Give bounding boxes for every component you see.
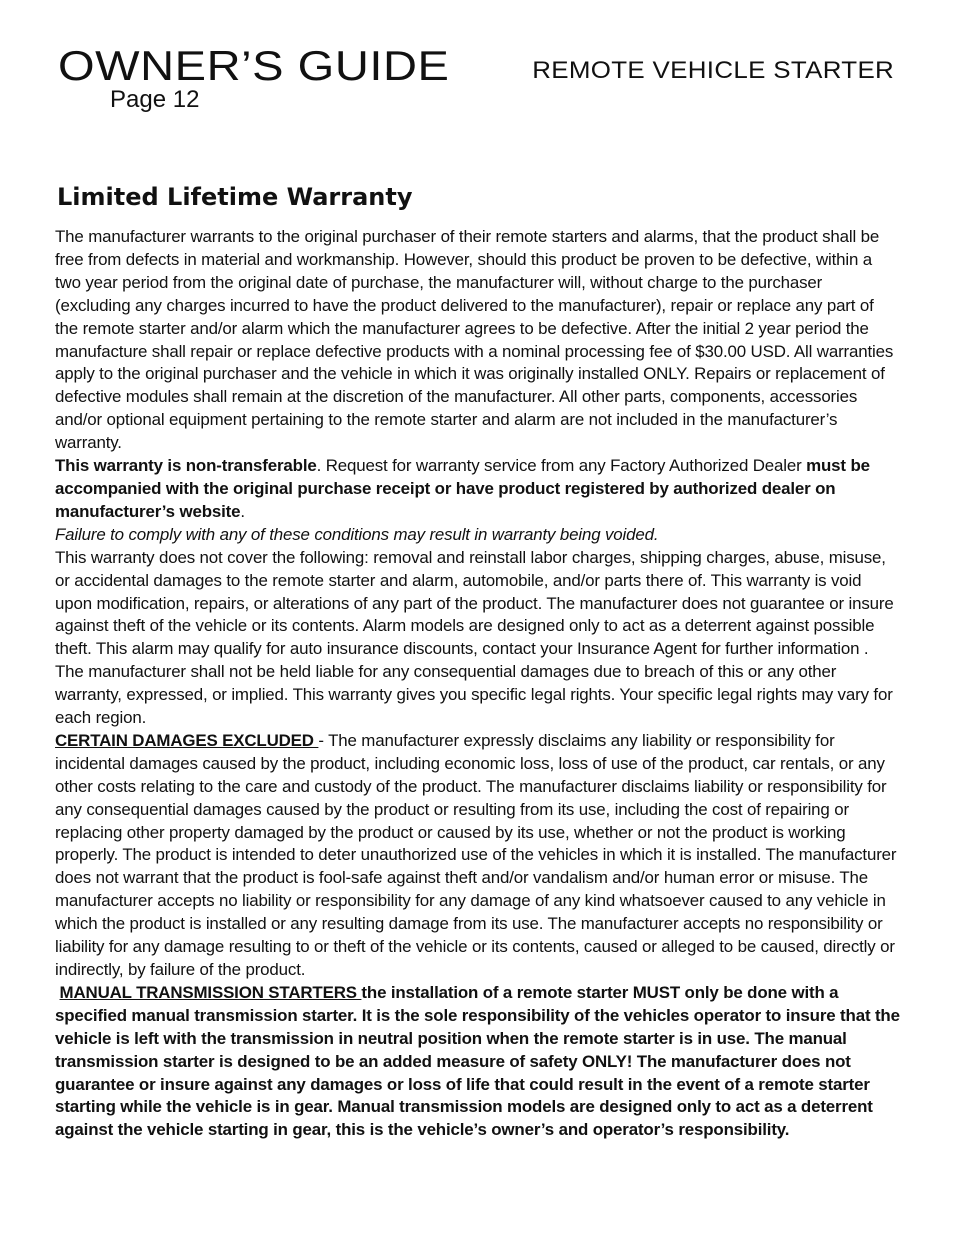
damages-text: - The manufacturer expressly disclaims any liability or responsibility for incidental damages caused by the product, including economic loss, loss of use of the product, car rentals, or any other costs relating to the care and custody of the product. The manufacturer disclaims liability or responsibility for any consequential damages caused by the product or resulting from its use, including the cost of repairing or replacing other property damaged by the product or caused by its use, whether or not the product is working properly. The product is intended to deter unauthorized use of the vehicles in which it is installed. The manufacturer does not warrant that the product is fool-safe against theft and/or vandalism and/or human error or misuse. The manufacturer accepts no liability or responsibility for any damage of any kind whatsoever caused to any vehicle in which the product is installed or any resulting damage from its use. The manufacturer accepts no responsibility or liability for any damage resulting to or theft of the vehicle or its contents, caused or alleged to be caused, directly or indirectly, by failure of the product. xyxy=(55,730,897,979)
damages-paragraph xyxy=(55,730,900,982)
transfer-end: . xyxy=(240,501,245,521)
manual-transmission-text: the installation of a remote starter MUST only be done with a specified manual transmission starter. It is the sole responsibility of the vehicles operator to insure that the vehicle is left with the transmission in neutral position when the remote starter is in use. The manual transmission starter is designed to be an added measure of safety ONLY! The manufacturer does not guarantee or insure against any damages or loss of life that could result in the event of a remote starter starting while the vehicle is in gear. Manual transmission models are designed only to act as a deterrent against the vehicle starting in gear, this is the vehicle’s owner’s and operator’s responsibility. xyxy=(55,982,900,1140)
page-number: Page 12 xyxy=(110,86,200,113)
transfer-text: . Request for warranty service from any Factory Authorized Dealer xyxy=(316,456,807,476)
section-heading: Limited Lifetime Warranty xyxy=(57,183,413,211)
warranty-intro: The manufacturer warrants to the original purchaser of their remote starters and alarms, that the product shall be free from defects in material and workmanship. However, should this product be proven to be defective, within a two year period from the original date of purchase, the manufacturer will, without charge to the purchaser (excluding any charges incurred to have the product delivered to the manufacturer), repair or replace any part of the remote starter and/or alarm which the manufacturer agrees to be defective. After the initial 2 year period the manufacture shall repair or replace defective products with a nominal processing fee of $30.00 USD. All warranties apply to the original purchaser and the vehicle in which it was originally installed ONLY. Repairs or replacement of defective modules shall remain at the discretion of the manufacturer. All other parts, components, accessories and/or optional equipment pertaining to the remote starter and alarm are not included in the manufacturer’s warranty. xyxy=(55,227,894,453)
receipt-requirement: must be accompanied with the original purchase receipt or have product registered by authorized dealer on manufacturer’s website xyxy=(55,456,870,521)
non-transferable-text: This warranty is non-transferable xyxy=(55,456,317,476)
manual-transmission-label: MANUAL TRANSMISSION STARTERS xyxy=(59,982,362,1002)
manual-transmission-paragraph xyxy=(55,982,900,1142)
coverage-paragraph: This warranty does not cover the following: removal and reinstall labor charges, shipping charges, abuse, misuse, or accidental damages to the remote starter and alarm, automobile, and/or parts there of. This warranty is void upon modification, repairs, or alterations of any part of the product. The manufacturer does not guarantee or insure against theft of the vehicle or its contents. Alarm models are designed only to act as a deterrent against possible theft. This alarm may qualify for auto insurance discounts, contact your Insurance Agent for further information . The manufacturer shall not be held liable for any consequential damages due to breach of this or any other warranty, expressed, or implied. This warranty gives you specific legal rights. Your specific legal rights may vary for each region. xyxy=(55,547,894,728)
void-notice: Failure to comply with any of these conditions may result in warranty being voided. xyxy=(55,524,659,544)
warranty-body xyxy=(55,226,900,1142)
guide-title: OWNER’S GUIDE xyxy=(58,42,450,89)
product-name: REMOTE VEHICLE STARTER xyxy=(532,57,894,84)
damages-excluded-label: CERTAIN DAMAGES EXCLUDED xyxy=(55,730,319,750)
transfer-paragraph xyxy=(55,455,900,524)
